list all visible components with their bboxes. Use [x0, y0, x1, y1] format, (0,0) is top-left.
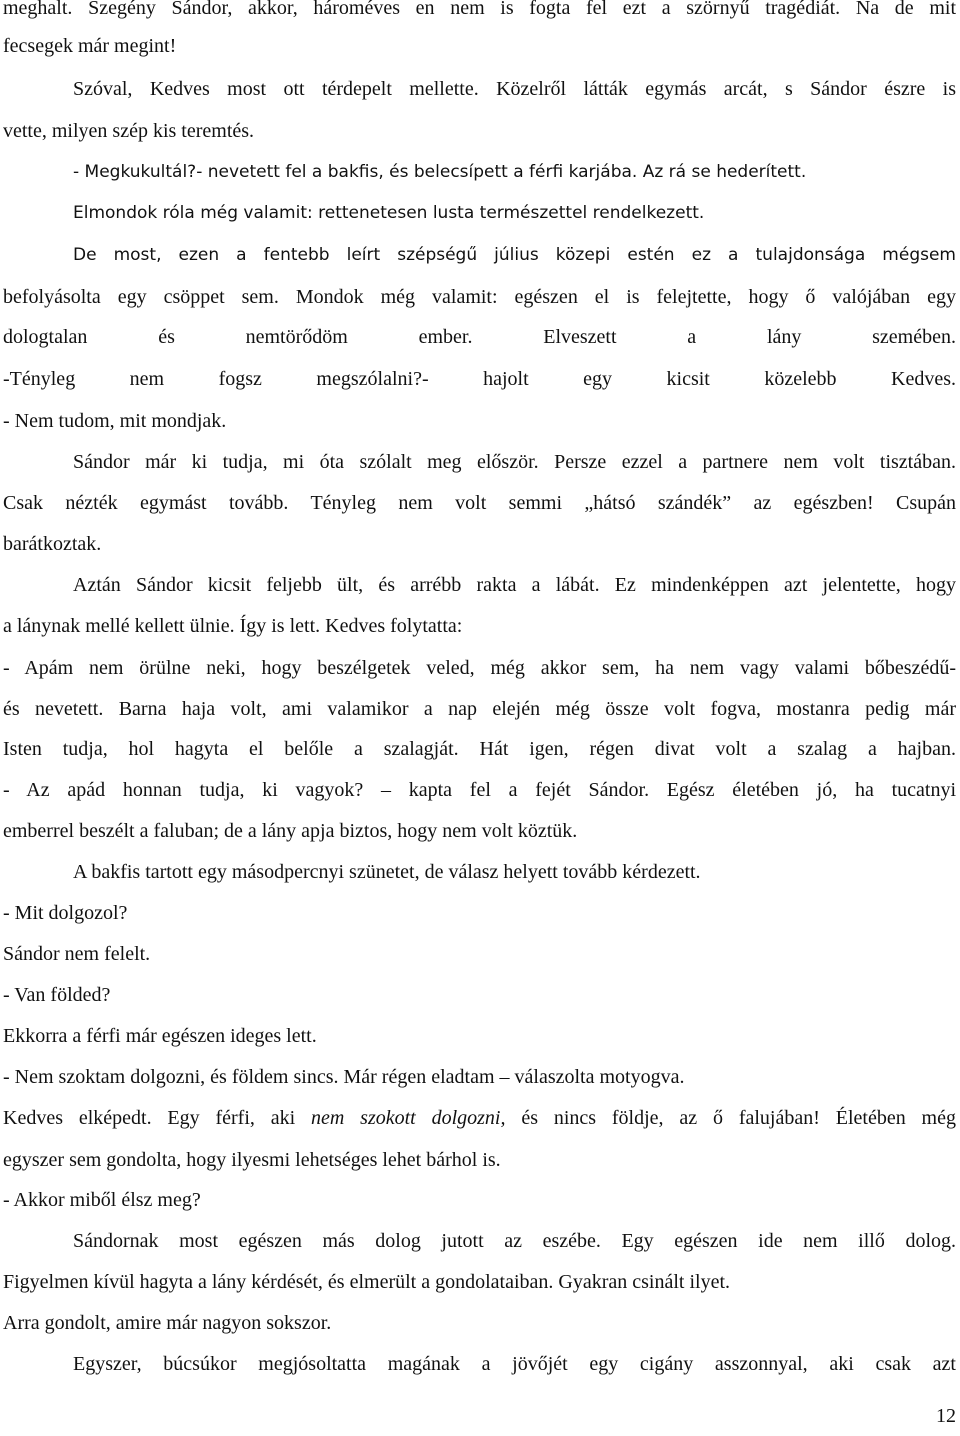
text-line: Aztán Sándor kicsit feljebb ült, és arrébb rakta a lábát. Ez mindenképpen azt jelentette, hogy — [73, 574, 956, 596]
text-line: - Megkukultál?- nevetett fel a bakfis, és belecsípett a férfi karjába. Az rá se hederített. — [73, 162, 807, 182]
text-line: Sándor nem felelt. — [3, 943, 151, 965]
text-line: Csak nézték egymást tovább. Tényleg nem volt semmi „hátsó szándék” az egészben! Csupán — [3, 492, 956, 514]
text-span: és nincs földje, az ő falujában! Életében még — [505, 1107, 956, 1129]
text-line: Sándor már ki tudja, mi óta szólalt meg először. Persze ezzel a partnere nem volt tisztában. — [73, 451, 956, 473]
text-line: - Az apád honnan tudja, ki vagyok? – kapta fel a fejét Sándor. Egész életében jó, ha tucatnyi — [3, 779, 956, 801]
text-line — [3, 1103, 956, 1133]
text-line: A bakfis tartott egy másodpercnyi szünetet, de válasz helyett tovább kérdezett. — [73, 861, 701, 883]
italic-text: nem szokott dolgozni, — [311, 1107, 506, 1129]
text-line: és nevetett. Barna haja volt, ami valamikor a nap elején még össze volt fogva, mostanra pedig már — [3, 698, 956, 720]
page-number: 12 — [936, 1405, 956, 1427]
text-line: befolyásolta egy csöppet sem. Mondok még valamit: egészen el is felejtette, hogy ő valójában egy — [3, 286, 956, 308]
text-line: Ekkorra a férfi már egészen ideges lett. — [3, 1025, 317, 1047]
text-line: meghalt. Szegény Sándor, akkor, hároméves en nem is fogta fel ezt a szörnyű tragédiát. Na de mit — [3, 0, 956, 19]
text-line: Szóval, Kedves most ott térdepelt mellette. Közelről látták egymás arcát, s Sándor észre is — [73, 78, 956, 100]
text-line: fecsegek már megint! — [3, 35, 177, 57]
text-line: - Nem tudom, mit mondjak. — [3, 410, 227, 432]
text-line: Elmondok róla még valamit: rettenetesen lusta természettel rendelkezett. — [73, 203, 705, 223]
text-line: -Tényleg nem fogsz megszólalni?- hajolt egy kicsit közelebb Kedves. — [3, 368, 956, 390]
text-span: Kedves elképedt. Egy férfi, aki — [3, 1107, 312, 1129]
text-line: dologtalan és nemtörődöm ember. Elveszett a lány szemében. — [3, 326, 956, 348]
text-line: Figyelmen kívül hagyta a lány kérdését, és elmerült a gondolataiban. Gyakran csinált ilyet. — [3, 1271, 731, 1293]
text-line: vette, milyen szép kis teremtés. — [3, 120, 255, 142]
text-line: De most, ezen a fentebb leírt szépségű július közepi estén ez a tulajdonsága mégsem — [73, 245, 956, 265]
text-line: egyszer sem gondolta, hogy ilyesmi lehetséges lehet bárhol is. — [3, 1149, 501, 1171]
text-line: Arra gondolt, amire már nagyon sokszor. — [3, 1312, 332, 1334]
text-line: - Akkor miből élsz meg? — [3, 1189, 201, 1211]
text-line: barátkoztak. — [3, 533, 102, 555]
text-line: Sándornak most egészen más dolog jutott az eszébe. Egy egészen ide nem illő dolog. — [73, 1230, 956, 1252]
text-line: emberrel beszélt a faluban; de a lány apja biztos, hogy nem volt köztük. — [3, 820, 578, 842]
text-line: - Apám nem örülne neki, hogy beszélgetek veled, még akkor sem, ha nem vagy valami bőbeszédű- — [3, 657, 956, 679]
text-line: a lánynak mellé kellett ülnie. Így is lett. Kedves folytatta: — [3, 615, 463, 637]
text-line: - Mit dolgozol? — [3, 902, 128, 924]
text-line: Egyszer, búcsúkor megjósoltatta magának a jövőjét egy cigány asszonnyal, aki csak azt — [73, 1353, 956, 1375]
text-line: - Van földed? — [3, 984, 111, 1006]
text-line: - Nem szoktam dolgozni, és földem sincs. Már régen eladtam – válaszolta motyogva. — [3, 1066, 685, 1088]
text-line: Isten tudja, hol hagyta el belőle a szalagját. Hát igen, régen divat volt a szalag a hajban. — [3, 738, 956, 760]
